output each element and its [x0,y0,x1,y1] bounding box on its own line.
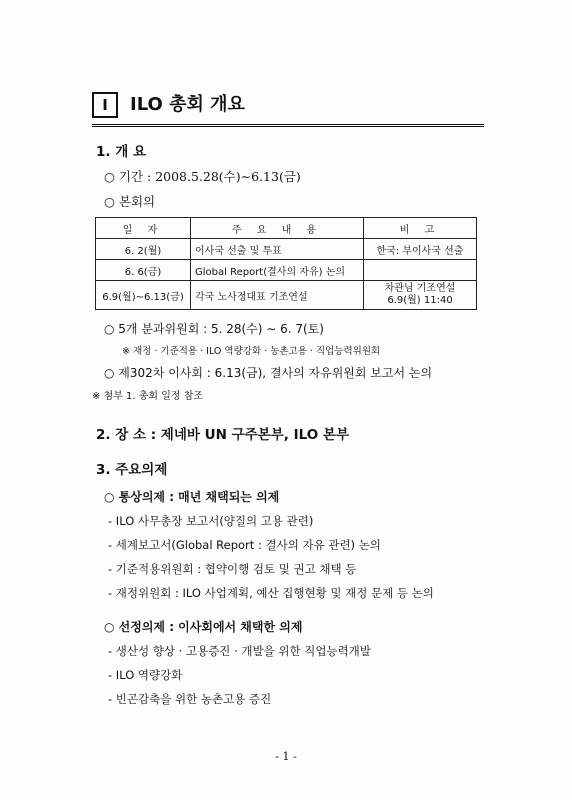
chapter-number: Ⅰ [92,92,118,118]
table-cell-remarks [364,281,477,310]
table-header-date: 일 자 [96,218,191,239]
table-header-remarks: 비 고 [364,218,477,239]
board-line: ○ 제302차 이사회 : 6.13(금), 결사의 자유위원회 보고서 논의 [104,366,433,380]
period-line: ○ 기간 : 2008.5.28(수)∼6.13(금) [104,169,301,184]
table-cell: 한국: 부이사국 선출 [364,239,477,260]
table-cell: 이사국 선출 및 투표 [191,239,364,260]
list-item: - ILO 사무총장 보고서(양질의 고용 관련) [108,514,314,528]
attachment-note: ※ 첨부 1. 총회 일정 참조 [92,391,204,402]
section-2-heading: 2. 장 소 : 제네바 UN 구주본부, ILO 본부 [96,427,349,443]
table-cell: Global Report(결사의 자유) 논의 [191,260,364,281]
list-item: - 재정위원회 : ILO 사업계획, 예산 집행현황 및 재정 문제 등 논의 [108,586,434,600]
table-cell: 6. 6(금) [96,260,191,281]
table-cell: 각국 노사정대표 기조연설 [191,281,364,310]
regular-agenda-title: ○ 통상의제 : 매년 채택되는 의제 [104,490,280,504]
table-header-content: 주 요 내 용 [191,218,364,239]
remark-line: 6.9(월) 11:40 [387,295,453,306]
selected-agenda-title: ○ 선정의제 : 이사회에서 채택한 의제 [104,620,303,634]
table-cell [364,260,477,281]
plenary-label: ○ 본회의 [104,194,156,209]
committees-note: ※ 재정 · 기준적용 · ILO 역량강화 · 농촌고용 · 직업능력위원회 [122,346,381,357]
table-row [96,281,477,310]
list-item: - ILO 역량강화 [108,668,183,682]
list-item: - 빈곤감축을 위한 농촌고용 증진 [108,692,272,706]
list-item: - 기준적용위원회 : 협약이행 검토 및 권고 채택 등 [108,562,357,576]
chapter-title [92,90,484,127]
section-3-heading: 3. 주요의제 [96,462,168,478]
list-item: - 생산성 향상 · 고용증진 · 개발을 위한 직업능력개발 [108,644,371,658]
page-number: - 1 - [275,750,297,763]
list-item: - 세계보고서(Global Report : 결사의 자유 관련) 논의 [108,538,381,552]
table-header-row [96,218,477,239]
remark-line: 차관님 기조연설 [384,283,456,294]
table-row [96,239,477,260]
table-cell: 6. 2(월) [96,239,191,260]
section-1-heading: 1. 개 요 [96,144,147,160]
schedule-table [95,217,477,310]
committees-line: ○ 5개 분과위원회 : 5. 28(수) ∼ 6. 7(토) [104,322,324,336]
table-row [96,260,477,281]
chapter-title-text: ILO 총회 개요 [130,94,245,115]
table-cell: 6.9(월)∼6.13(금) [96,281,191,310]
